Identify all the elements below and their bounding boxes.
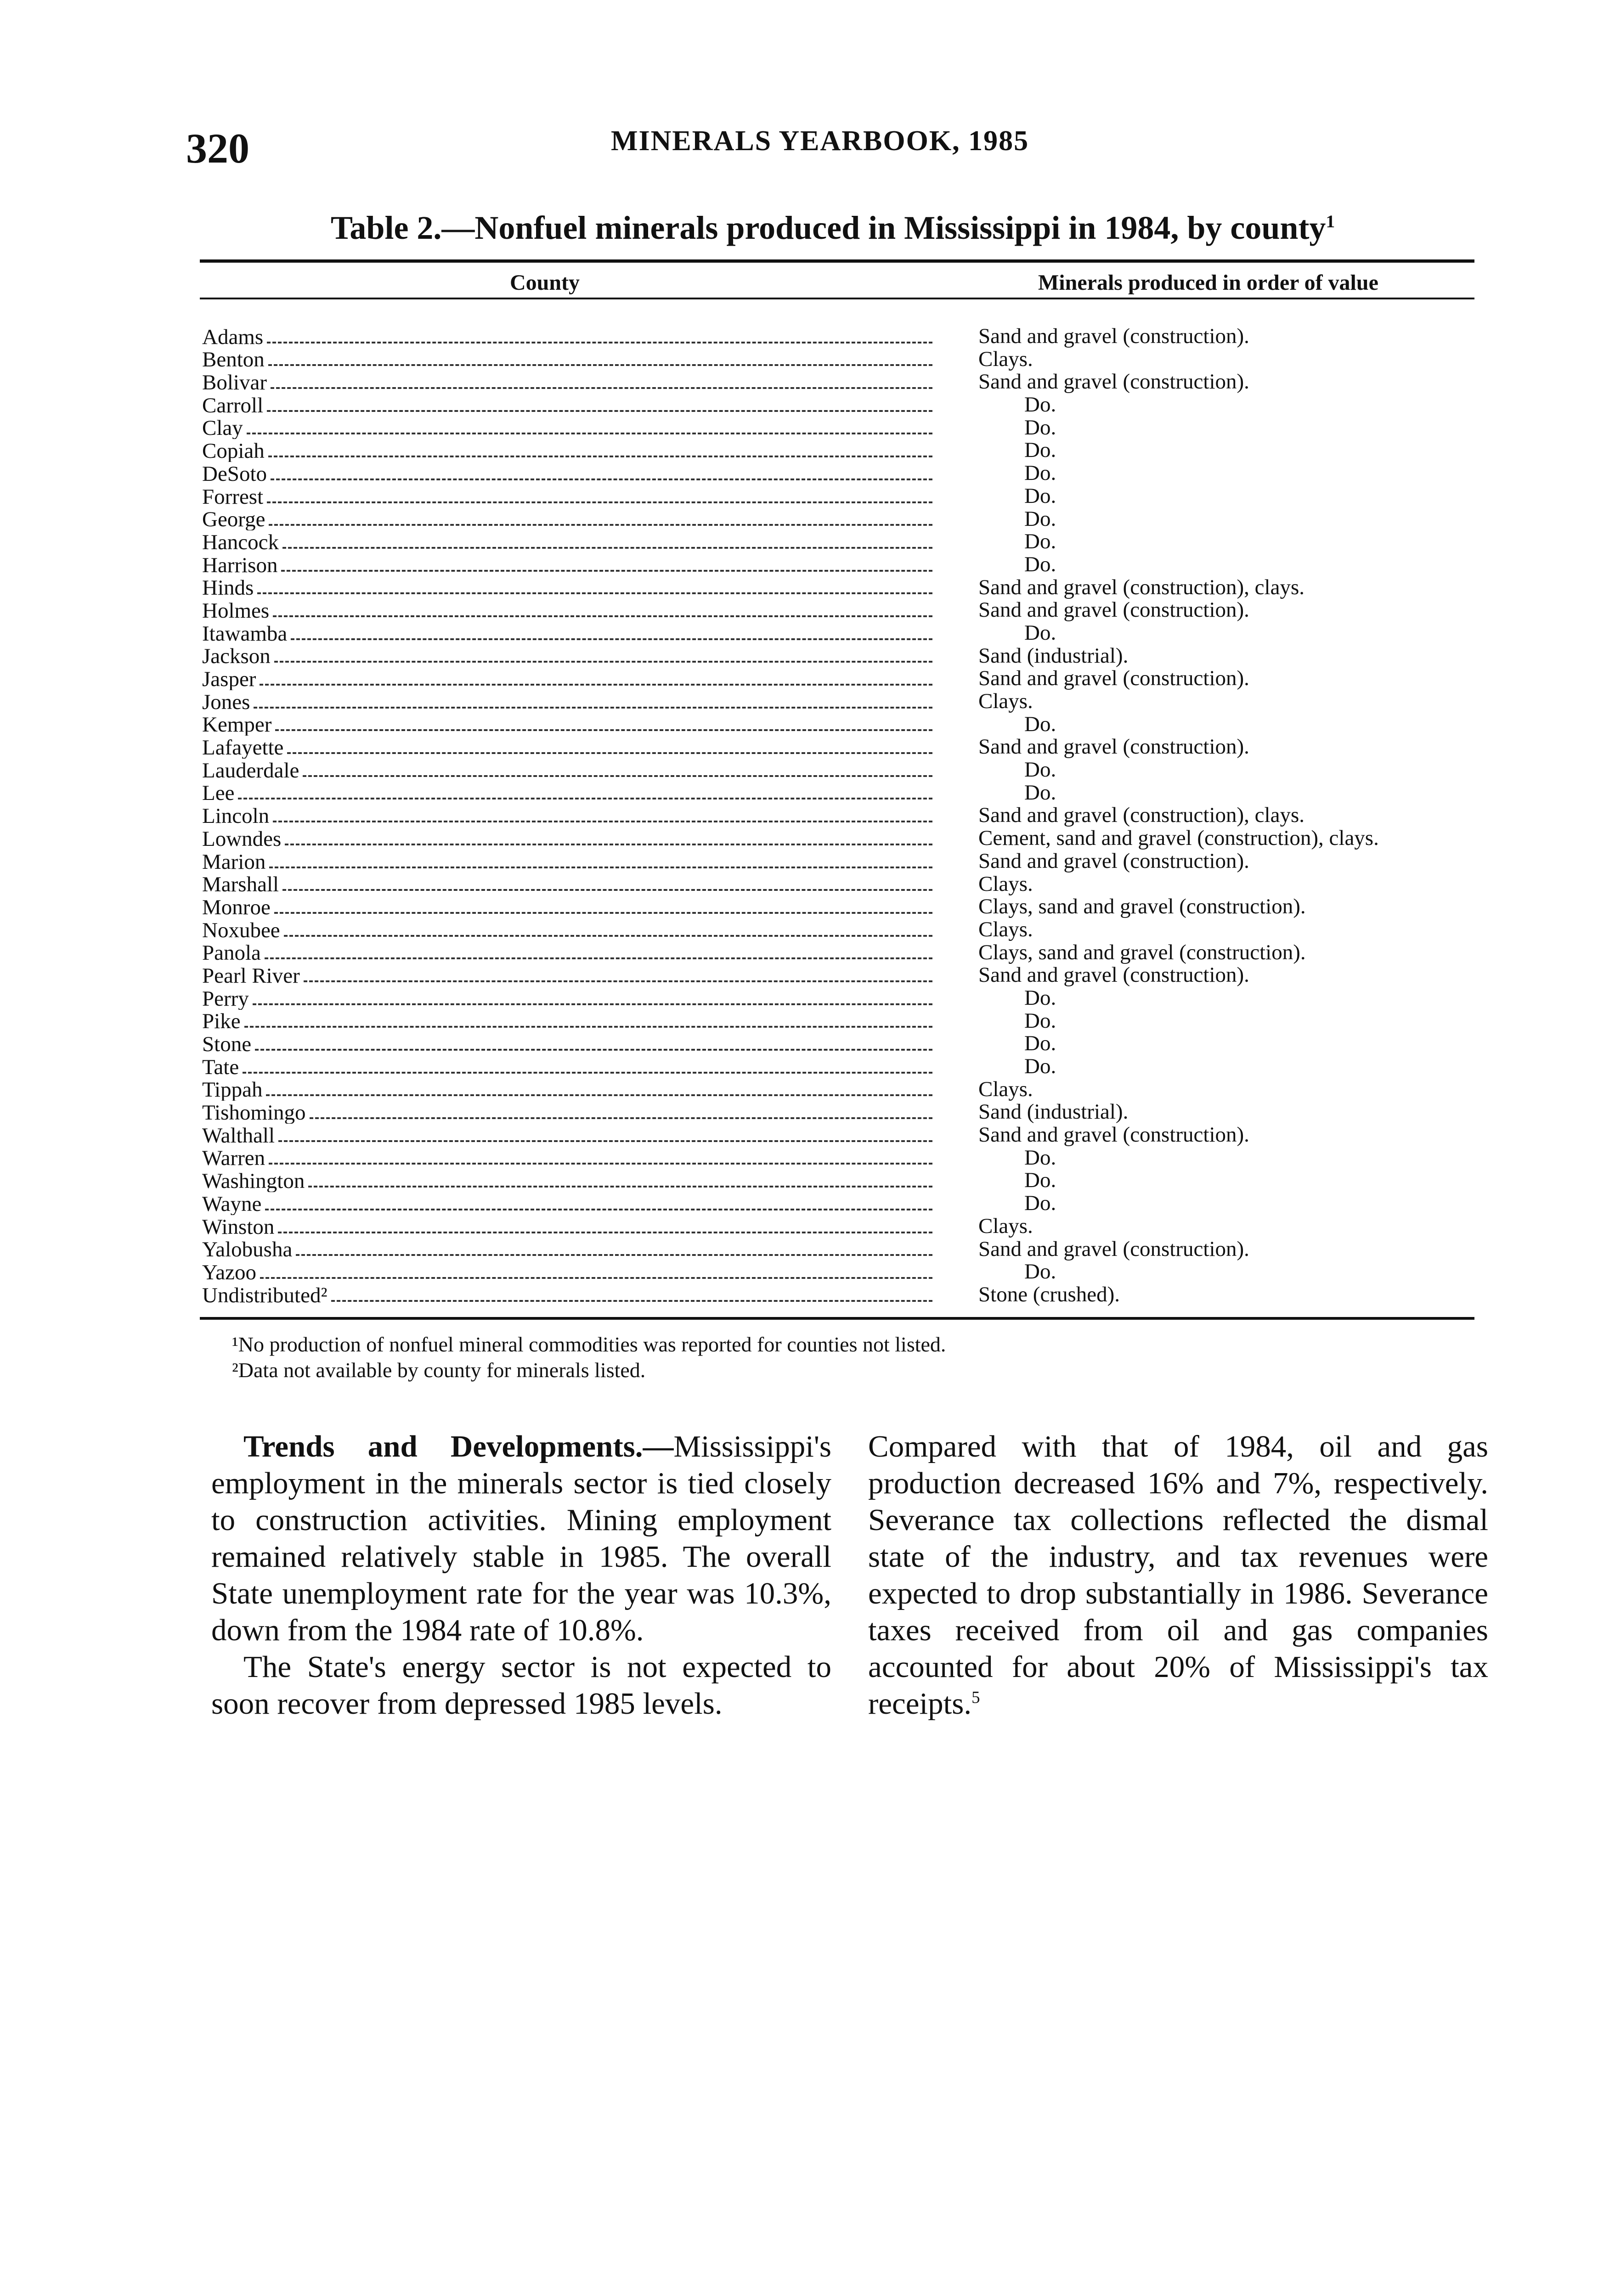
county-name: Marion (202, 851, 269, 873)
county-cell (202, 622, 932, 645)
table-row (202, 987, 1474, 1010)
county-cell (202, 1055, 932, 1078)
table-row (202, 895, 1474, 918)
table-row (202, 1032, 1474, 1055)
paragraph-energy-sector: The State's energy sector is not expected to soon recover from depressed 1985 levels. (211, 1650, 831, 1721)
leader-dots (267, 501, 932, 503)
leader-dots (254, 707, 932, 709)
county-cell (202, 713, 932, 736)
table-row (202, 1238, 1474, 1261)
column-header-minerals: Minerals produced in order of value (1038, 270, 1378, 295)
leader-dots (255, 1049, 932, 1051)
county-name: Undistributed² (202, 1285, 331, 1306)
table-row (202, 782, 1474, 805)
county-cell (202, 1215, 932, 1238)
leader-dots (287, 752, 932, 754)
body-column-left (211, 1428, 831, 1722)
table-row (202, 918, 1474, 941)
paragraph-trends-text: Mississippi's employment in the minerals sector is tied closely to construction activities. Mining employment remained relatively stable in 1985. The overall State unemployment rate for the year was 10.3%, down from the 1984 rate of 10.8%. (211, 1429, 831, 1647)
county-cell (202, 371, 932, 394)
county-cell (202, 530, 932, 553)
minerals-cell: Sand and gravel (construction). (978, 963, 1249, 987)
minerals-cell: Clays. (978, 347, 1033, 371)
leader-dots (308, 1186, 932, 1187)
table-title-text: Table 2.—Nonfuel minerals produced in Mississippi in 1984, by county (331, 209, 1326, 246)
table-top-rule (200, 259, 1474, 263)
county-name: Kemper (202, 714, 275, 736)
leader-dots (265, 957, 932, 959)
table-row (202, 690, 1474, 713)
table-row (202, 1192, 1474, 1215)
county-cell (202, 690, 932, 713)
county-cell (202, 895, 932, 918)
county-name: Bolivar (202, 372, 271, 394)
county-name: Washington (202, 1171, 308, 1192)
leader-dots (269, 867, 932, 868)
table-header-rule (200, 298, 1474, 299)
minerals-cell: Do. (1024, 1031, 1056, 1056)
county-name: Lee (202, 782, 238, 804)
minerals-cell: Clays. (978, 917, 1033, 941)
minerals-cell: Sand and gravel (construction). (978, 849, 1249, 873)
county-cell (202, 576, 932, 599)
leader-dots (267, 410, 932, 412)
county-cell (202, 1147, 932, 1170)
table-row (202, 576, 1474, 599)
county-cell (202, 873, 932, 896)
footnote-ref-5: 5 (971, 1688, 980, 1707)
minerals-cell: Sand and gravel (construction). (978, 370, 1249, 394)
minerals-cell: Do. (1024, 506, 1056, 531)
county-name: Lowndes (202, 828, 285, 850)
leader-dots (274, 912, 932, 914)
minerals-cell: Do. (1024, 529, 1056, 554)
county-cell (202, 416, 932, 439)
page-number: 320 (186, 125, 249, 172)
table-row (202, 759, 1474, 782)
table-row (202, 530, 1474, 553)
minerals-cell: Sand and gravel (construction), clays. (978, 803, 1305, 827)
county-cell (202, 667, 932, 690)
county-name: Lincoln (202, 805, 273, 827)
table-row (202, 325, 1474, 348)
leader-dots (268, 364, 932, 366)
county-name: Noxubee (202, 920, 284, 941)
county-cell (202, 736, 932, 759)
county-name: Jackson (202, 646, 274, 667)
table-row (202, 394, 1474, 416)
county-cell (202, 439, 932, 462)
county-cell (202, 918, 932, 941)
minerals-cell: Sand (industrial). (978, 1100, 1129, 1124)
table-row (202, 1055, 1474, 1078)
leader-dots (267, 342, 932, 343)
running-head: MINERALS YEARBOOK, 1985 (611, 125, 1029, 157)
county-name: Warren (202, 1148, 269, 1169)
county-name: Forrest (202, 486, 267, 508)
county-name: Yalobusha (202, 1239, 296, 1261)
leader-dots (244, 1026, 932, 1028)
leader-dots (285, 844, 932, 845)
county-cell (202, 508, 932, 531)
table-bottom-rule (200, 1317, 1474, 1320)
county-name: Lauderdale (202, 760, 303, 782)
minerals-cell: Clays, sand and gravel (construction). (978, 895, 1306, 919)
county-name: Perry (202, 988, 253, 1010)
minerals-cell: Do. (1024, 393, 1056, 417)
table-row (202, 462, 1474, 485)
county-name: Monroe (202, 897, 274, 918)
minerals-cell: Do. (1024, 758, 1056, 782)
paragraph-oil-gas (868, 1428, 1488, 1722)
county-cell (202, 645, 932, 668)
table-row (202, 1169, 1474, 1192)
leader-dots (271, 478, 932, 480)
leader-dots (278, 1232, 932, 1233)
table-title (331, 209, 1335, 247)
table-body (202, 325, 1474, 1306)
minerals-cell: Sand and gravel (construction). (978, 1237, 1249, 1261)
table-row (202, 827, 1474, 850)
county-cell (202, 1261, 932, 1283)
minerals-cell: Clays. (978, 1077, 1033, 1101)
leader-dots (238, 798, 932, 799)
table-row (202, 1283, 1474, 1306)
column-header-county: County (510, 270, 580, 295)
county-name: Walthall (202, 1125, 278, 1147)
minerals-cell: Sand and gravel (construction). (978, 598, 1249, 622)
county-name: Lafayette (202, 737, 287, 759)
paragraph-oil-gas-text: Compared with that of 1984, oil and gas production decreased 16% and 7%, respectively. Severance tax collections reflected the dismal state of the industry, and tax revenues were expected to drop substantially in 1986. Severance taxes received from oil and gas companies accounted for about 20% of Mississippi's tax receipts. (868, 1429, 1488, 1721)
leader-dots (282, 547, 932, 549)
leader-dots (296, 1254, 932, 1256)
county-cell (202, 1032, 932, 1055)
county-cell (202, 1283, 932, 1306)
leader-dots (291, 638, 932, 640)
county-name: Tishomingo (202, 1102, 310, 1124)
table-row (202, 599, 1474, 622)
county-name: Panola (202, 942, 265, 964)
footnote-2: ²Data not available by county for minerals listed. (232, 1358, 646, 1382)
county-name: DeSoto (202, 463, 271, 485)
leader-dots (260, 1277, 932, 1279)
county-cell (202, 1078, 932, 1101)
county-cell (202, 348, 932, 371)
leader-dots (243, 1072, 932, 1074)
county-name: Adams (202, 326, 267, 348)
minerals-cell: Do. (1024, 415, 1056, 439)
county-name: Marshall (202, 874, 282, 895)
county-name: Pike (202, 1011, 244, 1032)
leader-dots (268, 456, 932, 457)
table-row (202, 485, 1474, 508)
minerals-cell: Do. (1024, 552, 1056, 576)
minerals-cell: Sand and gravel (construction), clays. (978, 575, 1305, 599)
leader-dots (275, 729, 932, 731)
table-row (202, 941, 1474, 964)
minerals-cell: Cement, sand and gravel (construction), clays. (978, 826, 1379, 850)
county-name: Tate (202, 1057, 243, 1078)
minerals-cell: Do. (1024, 1008, 1056, 1033)
minerals-cell: Do. (1024, 985, 1056, 1010)
county-cell (202, 1192, 932, 1215)
table-row (202, 348, 1474, 371)
minerals-cell: Sand and gravel (construction). (978, 1123, 1249, 1147)
minerals-cell: Do. (1024, 1191, 1056, 1216)
table-row (202, 713, 1474, 736)
table-row (202, 1010, 1474, 1033)
leader-dots (310, 1117, 932, 1119)
section-heading-trends: Trends and Developments.— (243, 1429, 674, 1463)
county-cell (202, 1238, 932, 1261)
county-cell (202, 987, 932, 1010)
minerals-cell: Stone (crushed). (978, 1282, 1120, 1306)
county-name: Yazoo (202, 1262, 260, 1283)
county-cell (202, 1101, 932, 1124)
leader-dots (331, 1300, 932, 1302)
minerals-cell: Clays. (978, 872, 1033, 896)
minerals-cell: Sand and gravel (construction). (978, 735, 1249, 759)
county-name: Itawamba (202, 623, 291, 645)
leader-dots (265, 1209, 932, 1210)
paragraph-trends (211, 1428, 831, 1649)
county-name: Carroll (202, 395, 267, 416)
county-cell (202, 1124, 932, 1147)
minerals-cell: Do. (1024, 1054, 1056, 1078)
county-cell (202, 325, 932, 348)
county-name: Pearl River (202, 965, 304, 987)
table-row (202, 508, 1474, 531)
county-name: George (202, 509, 269, 530)
minerals-cell: Clays, sand and gravel (construction). (978, 940, 1306, 964)
minerals-cell: Do. (1024, 484, 1056, 508)
county-name: Stone (202, 1034, 255, 1055)
leader-dots (278, 1140, 932, 1142)
minerals-cell: Sand and gravel (construction). (978, 324, 1249, 348)
minerals-cell: Do. (1024, 780, 1056, 805)
table-row (202, 553, 1474, 576)
footnote-1: ¹No production of nonfuel mineral commodities was reported for counties not listed. (232, 1333, 946, 1356)
table-row (202, 416, 1474, 439)
minerals-cell: Do. (1024, 461, 1056, 485)
county-name: Copiah (202, 440, 268, 462)
county-name: Benton (202, 349, 268, 371)
table-row (202, 964, 1474, 987)
minerals-cell: Do. (1024, 620, 1056, 645)
table-row (202, 371, 1474, 394)
table-row (202, 1124, 1474, 1147)
minerals-cell: Sand and gravel (construction). (978, 666, 1249, 691)
leader-dots (271, 387, 932, 389)
county-name: Tippah (202, 1079, 266, 1101)
table-row (202, 1147, 1474, 1170)
county-cell (202, 462, 932, 485)
county-cell (202, 804, 932, 827)
county-name: Clay (202, 417, 247, 439)
county-cell (202, 850, 932, 873)
table-row (202, 850, 1474, 873)
leader-dots (284, 935, 932, 937)
table-row (202, 1078, 1474, 1101)
table-row (202, 736, 1474, 759)
leader-dots (260, 684, 932, 686)
minerals-cell: Do. (1024, 1145, 1056, 1170)
county-cell (202, 485, 932, 508)
table-title-footnote-ref: 1 (1326, 211, 1335, 231)
leader-dots (274, 661, 932, 663)
county-name: Winston (202, 1216, 278, 1238)
county-cell (202, 941, 932, 964)
leader-dots (269, 524, 932, 526)
table-row (202, 873, 1474, 896)
minerals-cell: Do. (1024, 1168, 1056, 1193)
table-footnotes (232, 1332, 946, 1383)
minerals-cell: Clays. (978, 1214, 1033, 1238)
leader-dots (273, 615, 932, 617)
county-cell (202, 1010, 932, 1033)
county-cell (202, 1169, 932, 1192)
county-name: Hinds (202, 577, 257, 599)
county-name: Wayne (202, 1193, 265, 1215)
leader-dots (266, 1094, 932, 1096)
leader-dots (247, 433, 932, 434)
minerals-cell: Do. (1024, 712, 1056, 736)
county-cell (202, 394, 932, 416)
leader-dots (303, 775, 932, 777)
table-row (202, 667, 1474, 690)
table-row (202, 1261, 1474, 1283)
table-row (202, 439, 1474, 462)
leader-dots (304, 980, 932, 982)
table-row (202, 645, 1474, 668)
table-row (202, 804, 1474, 827)
county-cell (202, 553, 932, 576)
table-row (202, 622, 1474, 645)
leader-dots (257, 592, 932, 594)
leader-dots (269, 1163, 932, 1165)
table-row (202, 1215, 1474, 1238)
minerals-cell: Clays. (978, 689, 1033, 713)
leader-dots (281, 570, 932, 572)
table-row (202, 1101, 1474, 1124)
leader-dots (273, 821, 932, 822)
county-name: Jones (202, 692, 254, 713)
minerals-cell: Do. (1024, 438, 1056, 462)
county-name: Harrison (202, 555, 281, 576)
minerals-cell: Sand (industrial). (978, 643, 1129, 668)
county-cell (202, 759, 932, 782)
minerals-cell: Do. (1024, 1260, 1056, 1284)
leader-dots (253, 1003, 932, 1005)
county-name: Jasper (202, 669, 260, 690)
county-cell (202, 827, 932, 850)
county-name: Holmes (202, 600, 273, 622)
county-cell (202, 964, 932, 987)
body-column-right (868, 1428, 1488, 1722)
county-cell (202, 782, 932, 805)
county-name: Hancock (202, 532, 282, 553)
leader-dots (282, 889, 932, 891)
county-cell (202, 599, 932, 622)
